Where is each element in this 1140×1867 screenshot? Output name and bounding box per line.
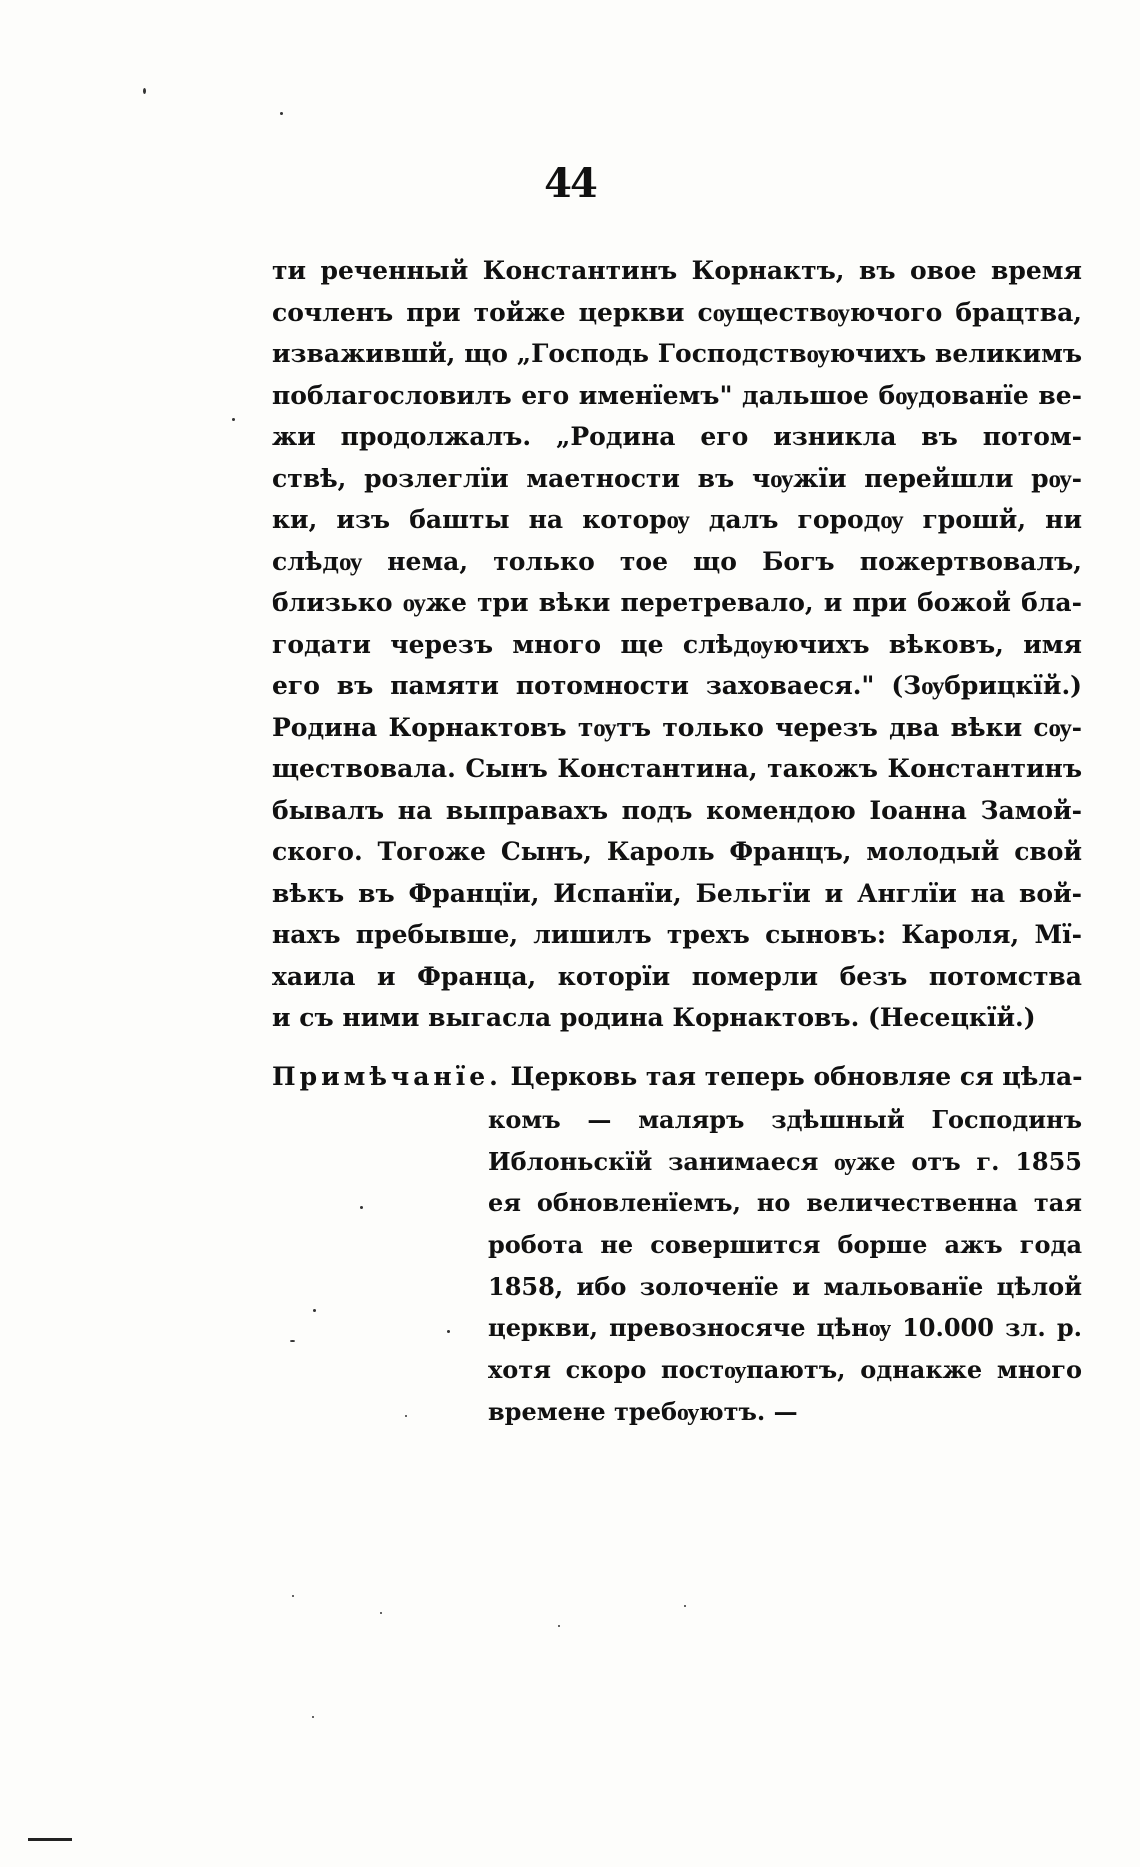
text-line: бывалъ на выправахъ подъ комендою Іоанна Замой- <box>272 795 1082 825</box>
scan-speck <box>290 1340 295 1342</box>
text-line: ществовала. Сынъ Константина, такожъ Константинъ <box>272 754 1082 783</box>
scan-speck <box>312 1716 314 1718</box>
scan-speck <box>280 112 283 115</box>
text-line: сочленъ при тойже церкви сѹществѹючого брацтва, <box>272 297 1082 327</box>
text-line: нахъ пребывше, лишилъ трехъ сыновъ: Кароля, Мї- <box>272 920 1082 949</box>
note-line: комъ — маляръ здѣшный Господинъ <box>488 1105 1082 1134</box>
note-line: робота не совершится борше ажъ года <box>488 1230 1082 1260</box>
text-line: ствѣ, розлеглїи маетности въ чѹжїи перейшли рѹ- <box>272 463 1082 493</box>
note-body <box>488 1099 1082 1433</box>
note-line: Иблоньскїй занимаеся ѹже отъ г. 1855 <box>488 1146 1082 1176</box>
text-line: его въ памяти потомности заховаеся." (Зѹбрицкїй.) <box>272 671 1082 700</box>
text-line: ти реченный Константинъ Корнактъ, въ овое время <box>272 256 1082 285</box>
text-line: вѣкъ въ Францїи, Испанїи, Бельгїи и Англїи на вой- <box>272 878 1082 908</box>
text-line: ки, изъ башты на которѹ далъ городѹ грошй, ни <box>272 505 1082 534</box>
text-line: близько ѹже три вѣки перетревало, и при божой бла- <box>272 588 1082 617</box>
text-line: Родина Корнактовъ тѹтъ только черезъ два вѣки сѹ- <box>272 712 1082 742</box>
scan-speck <box>292 1595 294 1597</box>
scan-speck <box>232 418 235 421</box>
note-line: хотя скоро постѹпаютъ, однакже много <box>488 1355 1082 1385</box>
note-line: ея обновленїемъ, но величественна тая <box>488 1188 1082 1218</box>
text-line: изважившй, що „Господь Господствѹючихъ великимъ <box>272 339 1082 368</box>
note-line: церкви, превозносяче цѣнѹ 10.000 зл. р. <box>488 1313 1082 1343</box>
text-line: поблагословилъ его именїемъ" дальшое бѹдованїе ве- <box>272 380 1082 410</box>
scan-speck <box>558 1625 560 1627</box>
scan-speck <box>360 1206 363 1209</box>
note-first-line: Церковь тая теперь обновляе ся цѣла- <box>510 1062 1083 1091</box>
note-line: времене требѹютъ. — <box>488 1396 798 1426</box>
page-number: 44 <box>544 160 596 207</box>
text-line: ского. Тогоже Сынъ, Кароль Францъ, молодый свой <box>272 837 1082 866</box>
scan-speck <box>143 88 146 94</box>
scan-speck <box>380 1612 382 1614</box>
scan-speck <box>313 1309 316 1312</box>
note-line: 1858, ибо золоченїе и мальованїе цѣлой <box>488 1271 1082 1301</box>
scan-speck <box>405 1415 407 1417</box>
note-label: Примѣчанїе. <box>272 1062 502 1091</box>
text-line: и съ ними выгасла родина Корнактовъ. (Несецкїй.) <box>272 1003 1036 1032</box>
text-line: жи продолжалъ. „Родина его изникла въ потом- <box>272 422 1082 451</box>
scan-edge-mark <box>28 1838 72 1841</box>
scan-speck <box>684 1605 686 1607</box>
note-heading-line <box>272 1055 1082 1099</box>
text-line: годати черезъ много ще слѣдѹючихъ вѣковъ, имя <box>272 629 1082 659</box>
scan-speck <box>447 1330 450 1333</box>
main-paragraph <box>272 250 1082 1039</box>
text-line: хаила и Франца, которїи померли безъ потомства <box>272 961 1082 991</box>
text-line: слѣдѹ нема, только тое що Богъ пожертвовалъ, <box>272 546 1082 576</box>
